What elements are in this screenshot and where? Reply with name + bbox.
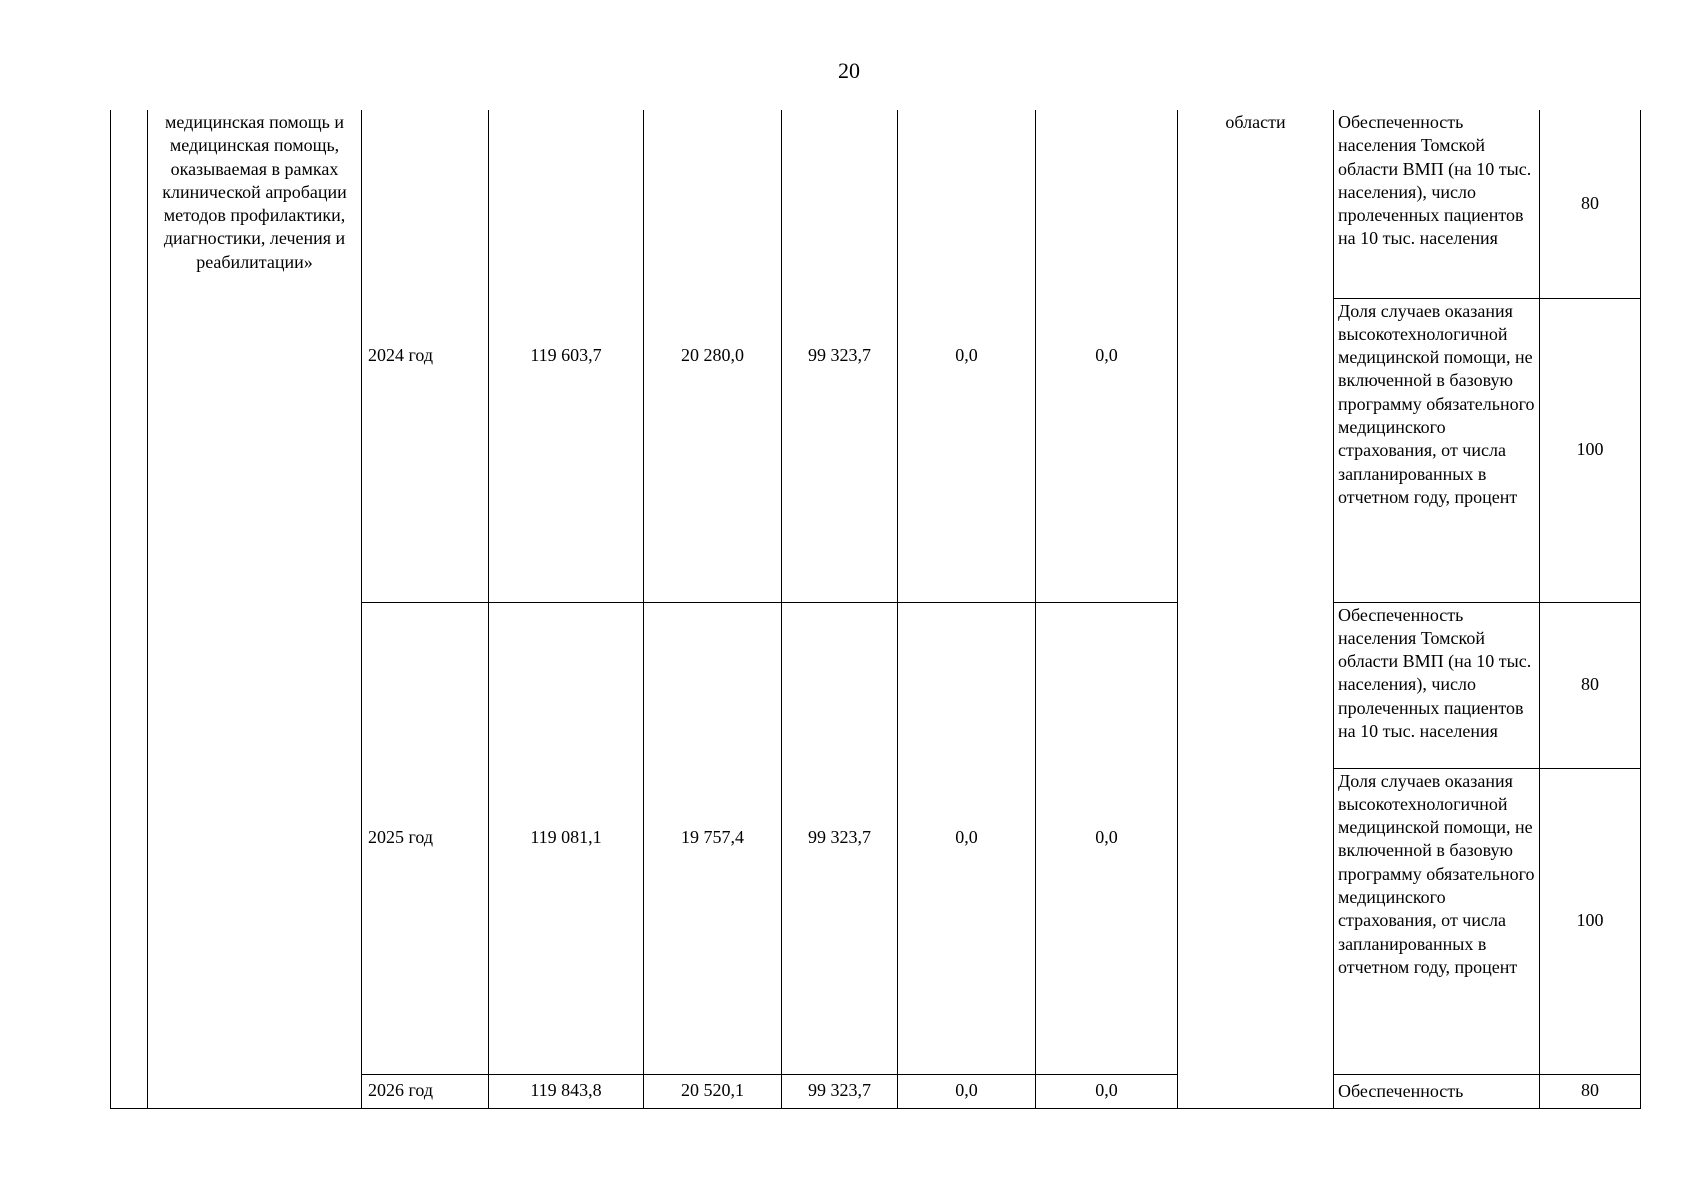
total-cell: 119 843,8 (489, 1074, 644, 1108)
indicator-text: Обеспеченность населения Томской области ВМП (на 10 тыс. населения), число пролеченных пациентов на 10 тыс. населения (1334, 110, 1540, 298)
indicator-value: 80 (1540, 1074, 1641, 1108)
program-table (110, 110, 1641, 1109)
year-cell: 2026 год (362, 1074, 489, 1108)
year-cell: 2025 год (362, 602, 489, 1074)
indicator-text: Обеспеченность (1334, 1074, 1540, 1108)
regional-cell: 99 323,7 (782, 602, 898, 1074)
event-description: медицинская помощь и медицинская помощь, оказываемая в рамках клинической апробации методов профилактики, диагностики, лечения и реабилитации» (148, 110, 362, 1108)
federal-cell: 20 280,0 (644, 110, 782, 602)
indicator-value: 100 (1540, 298, 1641, 602)
page-number: 20 (838, 58, 860, 83)
local-cell: 0,0 (898, 110, 1036, 602)
executor-cell: области (1178, 110, 1334, 1108)
other-cell: 0,0 (1036, 602, 1178, 1074)
total-cell: 119 603,7 (489, 110, 644, 602)
other-cell: 0,0 (1036, 1074, 1178, 1108)
regional-cell: 99 323,7 (782, 1074, 898, 1108)
indicator-text: Обеспеченность населения Томской области ВМП (на 10 тыс. населения), число пролеченных пациентов на 10 тыс. населения (1334, 602, 1540, 768)
year-cell: 2024 год (362, 110, 489, 602)
number-cell (111, 110, 148, 1108)
regional-cell: 99 323,7 (782, 110, 898, 602)
local-cell: 0,0 (898, 602, 1036, 1074)
indicator-value: 100 (1540, 768, 1641, 1074)
indicator-text: Доля случаев оказания высокотехнологичной медицинской помощи, не включенной в базовую программу обязательного медицинского страхования, от числа запланированных в отчетном году, процент (1334, 768, 1540, 1074)
indicator-value: 80 (1540, 110, 1641, 298)
indicator-value: 80 (1540, 602, 1641, 768)
table-row (111, 110, 1641, 298)
indicator-text: Доля случаев оказания высокотехнологичной медицинской помощи, не включенной в базовую программу обязательного медицинского страхования, от числа запланированных в отчетном году, процент (1334, 298, 1540, 602)
other-cell: 0,0 (1036, 110, 1178, 602)
total-cell: 119 081,1 (489, 602, 644, 1074)
local-cell: 0,0 (898, 1074, 1036, 1108)
federal-cell: 19 757,4 (644, 602, 782, 1074)
federal-cell: 20 520,1 (644, 1074, 782, 1108)
